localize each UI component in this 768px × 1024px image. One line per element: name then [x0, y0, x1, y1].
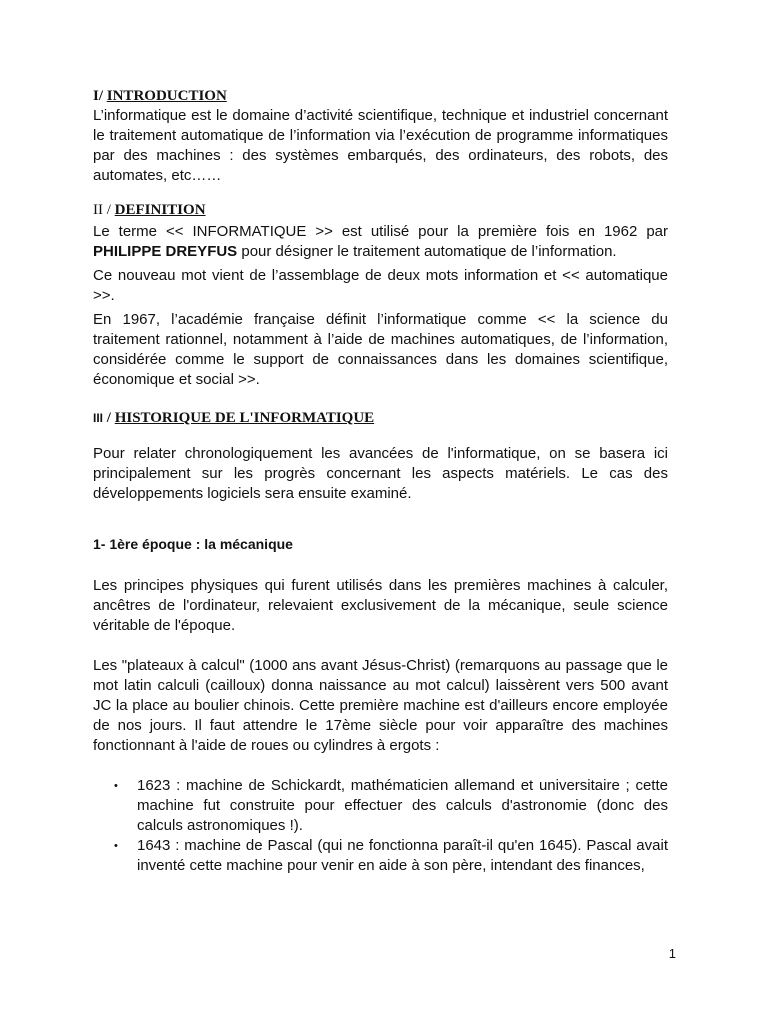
list-item	[93, 836, 668, 876]
person-name: PHILIPPE DREYFUS	[93, 243, 238, 260]
document-page	[93, 86, 668, 876]
heading-slash: /	[103, 410, 115, 426]
heading-title: HISTORIQUE DE L'INFORMATIQUE	[114, 410, 375, 426]
bullet-icon: •	[114, 780, 118, 792]
bullet-icon: •	[114, 840, 118, 852]
definition-paragraph-1	[93, 222, 668, 262]
list-item	[93, 776, 668, 836]
heading-prefix: II /	[93, 202, 111, 218]
heading-title: DEFINITION	[114, 202, 206, 218]
plateaux-paragraph: Les "plateaux à calcul" (1000 ans avant Jésus-Christ) (remarquons au passage que le mot latin calculi (cailloux) donna naissance au mot calcul) laissèrent vers 500 avant JC la place au boulier chinois. Cette première machine est d'ailleurs encore employée de nos jours. Il faut attendre le 17ème siècle pour voir apparaître des machines fonctionnant à l'aide de roues ou cylindres à ergots :	[93, 657, 668, 754]
definition-text: pour désigner le traitement automatique de l’information.	[237, 243, 617, 260]
principles-paragraph: Les principes physiques qui furent utilisés dans les premières machines à calculer, ancêtres de l'ordinateur, relevaient exclusivement de la mécanique, seule science véritable de l'époque.	[93, 577, 668, 634]
heading-prefix: III	[93, 411, 104, 425]
history-intro-paragraph: Pour relater chronologiquement les avancées de l'informatique, on se basera ici principalement sur les progrès concernant les aspects matériels. Le cas des développements logiciels sera ensuite examiné.	[93, 445, 668, 502]
list-item-text: 1623 : machine de Schickardt, mathématicien allemand et universitaire ; cette machine fut construite pour effectuer des calculs d'astronomie (donc des calculs astronomiques !).	[137, 777, 668, 834]
list-item-text: 1643 : machine de Pascal (qui ne fonctionna paraît-il qu'en 1645). Pascal avait inventé cette machine pour venir en aide à son père, intendant des finances,	[137, 837, 668, 874]
definition-paragraph-2: Ce nouveau mot vient de l’assemblage de deux mots information et << automatique >>.	[93, 267, 668, 304]
heading-introduction	[93, 86, 668, 106]
machines-list	[93, 776, 668, 876]
definition-paragraph-3: En 1967, l’académie française définit l’informatique comme << la science du traitement rationnel, notamment à l’aide de machines automatiques, de l’information, considérée comme le support de connaissances dans les domaines scientifique, économique et social >>.	[93, 311, 668, 388]
page-number: 1	[668, 946, 676, 961]
heading-definition	[93, 200, 668, 220]
heading-title: INTRODUCTION	[106, 88, 227, 104]
subheading-mechanical-era: 1- 1ère époque : la mécanique	[93, 536, 293, 552]
definition-text: Le terme << INFORMATIQUE >> est utilisé pour la première fois en 1962 par	[93, 223, 668, 240]
intro-paragraph: L’informatique est le domaine d’activité scientifique, technique et industriel concernant le traitement automatique de l’information via l’exécution de programme informatiques par des machines : des systèmes embarqués, des ordinateurs, des robots, des automates, etc……	[93, 107, 668, 184]
heading-history	[93, 408, 668, 428]
heading-prefix: I/	[93, 88, 104, 104]
